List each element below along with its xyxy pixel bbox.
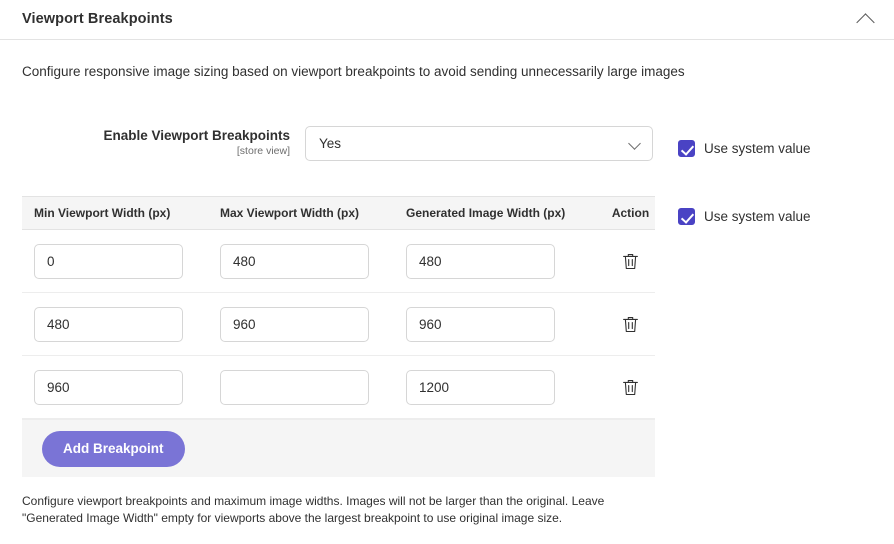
min-viewport-width-input[interactable] <box>34 307 183 342</box>
enable-select-wrapper <box>305 126 653 161</box>
cell-max-width <box>208 307 394 342</box>
trash-icon[interactable] <box>618 248 644 274</box>
section-description: Configure responsive image sizing based on viewport breakpoints to avoid sending unnecessarily large images <box>22 64 685 79</box>
table-row <box>22 356 655 419</box>
add-breakpoint-button[interactable]: Add Breakpoint <box>42 431 185 467</box>
chevron-up-glyph <box>856 13 874 31</box>
min-viewport-width-input[interactable] <box>34 370 183 405</box>
table-row <box>22 293 655 356</box>
checkbox-checked-icon[interactable] <box>678 208 695 225</box>
cell-action <box>606 374 655 400</box>
cell-generated-width <box>394 307 606 342</box>
cell-generated-width <box>394 244 606 279</box>
generated-image-width-input[interactable] <box>406 307 555 342</box>
cell-max-width <box>208 244 394 279</box>
footer-note: Configure viewport breakpoints and maximum image widths. Images will not be larger than the original. Leave "Generated Image Width" empty for viewports above the largest breakpoint to use original image size. <box>22 494 605 525</box>
table-row <box>22 230 655 293</box>
use-system-value-label: Use system value <box>704 209 811 224</box>
column-header-max-width: Max Viewport Width (px) <box>220 206 360 220</box>
column-header-min-width: Min Viewport Width (px) <box>34 206 171 220</box>
max-viewport-width-input[interactable] <box>220 370 369 405</box>
checkbox-checked-icon[interactable] <box>678 140 695 157</box>
max-viewport-width-input[interactable] <box>220 307 369 342</box>
trash-icon[interactable] <box>618 374 644 400</box>
enable-field-scope: [store view] <box>236 145 290 157</box>
column-header-generated-width: Generated Image Width (px) <box>406 206 566 220</box>
cell-min-width <box>22 307 208 342</box>
chevron-up-icon[interactable] <box>852 8 878 32</box>
cell-min-width <box>22 244 208 279</box>
cell-generated-width <box>394 370 606 405</box>
cell-action <box>606 311 655 337</box>
generated-image-width-input[interactable] <box>406 244 555 279</box>
cell-min-width <box>22 370 208 405</box>
table-footer <box>22 419 655 477</box>
cell-max-width <box>208 370 394 405</box>
enable-field-label: Enable Viewport Breakpoints <box>103 128 290 143</box>
section-header <box>0 0 894 40</box>
max-viewport-width-input[interactable] <box>220 244 369 279</box>
use-system-value-2[interactable] <box>678 208 811 225</box>
generated-image-width-input[interactable] <box>406 370 555 405</box>
column-header-action: Action <box>611 206 650 220</box>
cell-action <box>606 248 655 274</box>
use-system-value-1[interactable] <box>678 140 811 157</box>
trash-icon[interactable] <box>618 311 644 337</box>
enable-viewport-breakpoints-select[interactable] <box>305 126 653 161</box>
min-viewport-width-input[interactable] <box>34 244 183 279</box>
breakpoints-table <box>22 196 655 477</box>
page-title: Viewport Breakpoints <box>22 11 173 27</box>
use-system-value-label: Use system value <box>704 141 811 156</box>
table-header-row <box>22 196 655 230</box>
